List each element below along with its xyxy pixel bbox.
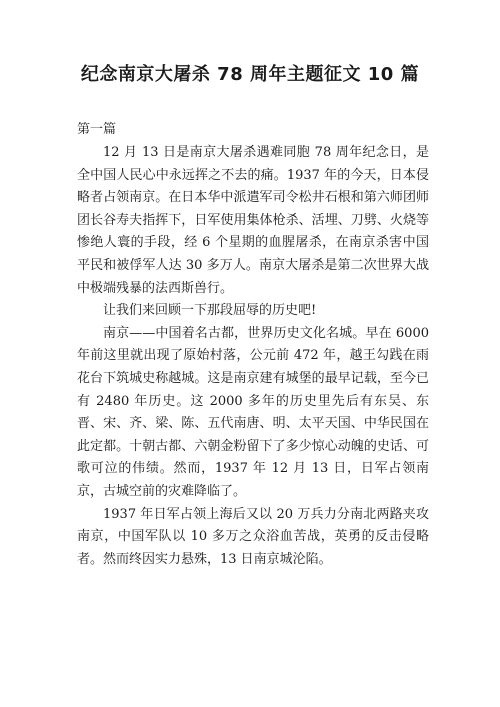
- paragraph: 南京——中国着名古都，世界历史文化名城。早在 6000 年前这里就出现了原始村落，公元前 472 年，越王勾践在雨花台下筑城史称越城。这是南京建有城堡的最早记载，至今已有 2480 年历史。这 2000 多年的历史里先后有东吴、东晋、宋、齐、梁、陈、五代南唐、明、太平天国、中华民国在此定都。十朝古都、六朝金粉留下了多少惊心动魄的史话、可歌可泣的伟绩。然而，1937 年 12 月 13 日，日军占领南京，古城空前的灾难降临了。: [77, 325, 429, 499]
- document-body: [77, 142, 429, 571]
- paragraph: 12 月 13 日是南京大屠杀遇难同胞 78 周年纪念日，是全中国人民心中永远挥之不去的痛。1937 年的今天，日本侵略者占领南京。在日本华中派遣军司令松井石根和第六师团师团长谷寿夫指挥下，日军使用集体枪杀、活埋、刀劈、火烧等惨绝人寰的手段，经 6 个星期的血腥屠杀，在南京杀害中国平民和被俘军人达 30 多万人。南京大屠杀是第二次世界大战中极端残暴的法西斯兽行。: [77, 145, 429, 296]
- document-title: 纪念南京大屠杀 78 周年主题征文 10 篇: [80, 64, 420, 85]
- paragraph: 让我们来回顾一下那段屈辱的历史吧!: [103, 303, 317, 319]
- section-label: 第一篇: [77, 122, 117, 137]
- paragraph: 1937 年日军占领上海后又以 20 万兵力分南北两路夹攻南京，中国军队以 10 多万之众浴血苦战，英勇的反击侵略者。然而终因实力悬殊，13 日南京城沦陷。: [77, 506, 429, 567]
